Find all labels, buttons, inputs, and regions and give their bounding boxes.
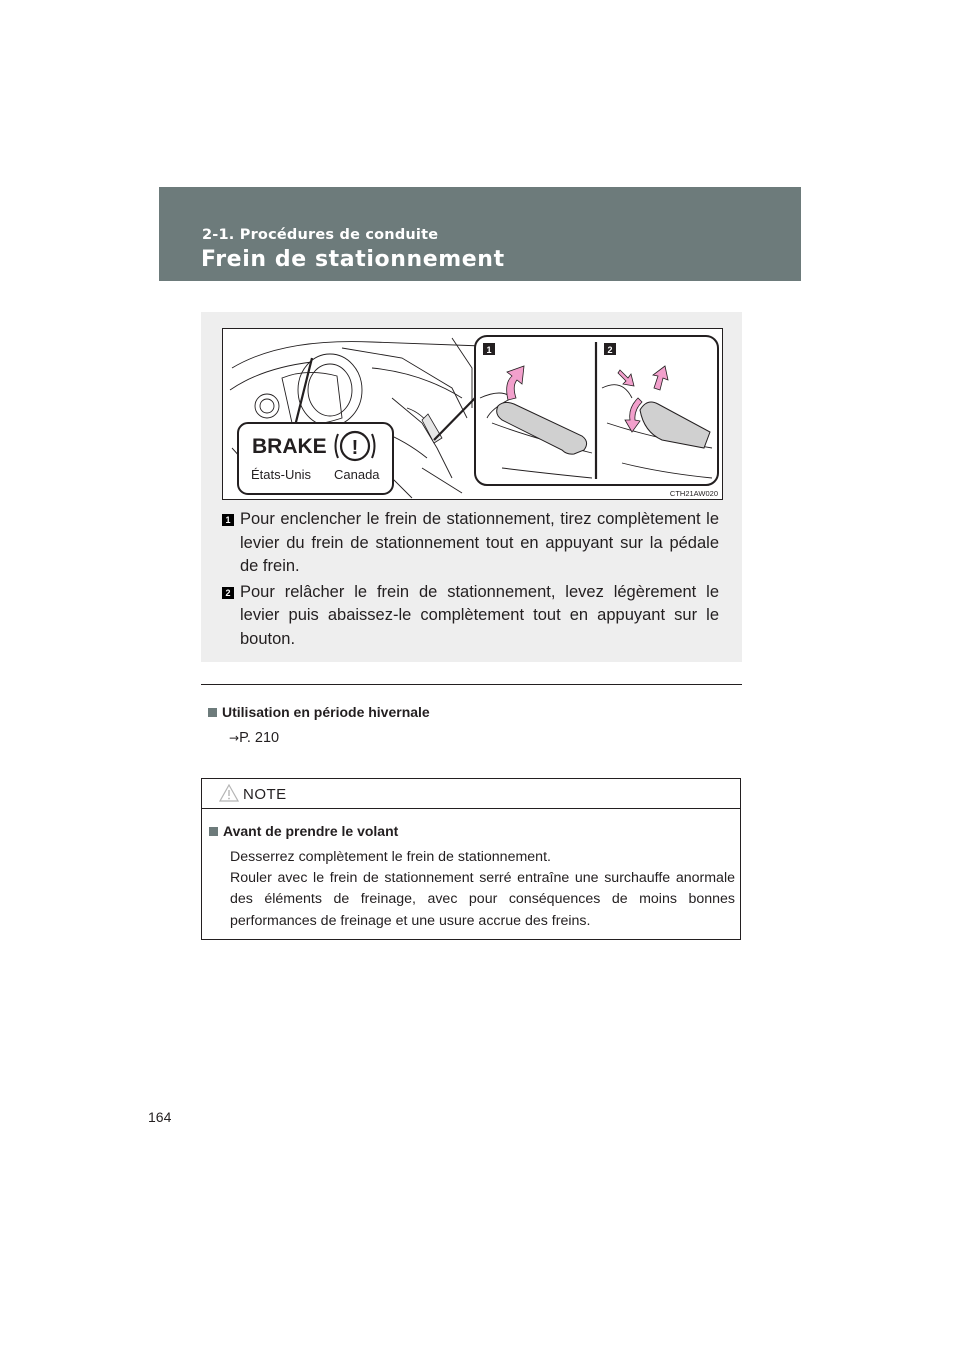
- note-heading-text: Avant de prendre le volant: [223, 823, 399, 839]
- step-2-marker: 2: [222, 587, 234, 599]
- section-title: 2-1. Procédures de conduite: [202, 227, 439, 243]
- note-paragraph: Rouler avec le frein de stationnement serré entraîne une surchauffe anormale des éléments de freinage, avec pour conséquences de moins bonnes performances de freinage et une usure accrue des freins.: [230, 870, 735, 929]
- page-number: 164: [148, 1109, 172, 1125]
- page-header: [159, 187, 801, 281]
- arrow-icon: →: [229, 731, 240, 745]
- step-marker-1-label: 1: [486, 345, 492, 355]
- step-1-text: Pour enclencher le frein de stationnement, tirez complètement le levier du frein de stationnement tout en appuyant sur la pédale de frein.: [240, 510, 719, 576]
- tip-ref-text: P. 210: [239, 730, 280, 746]
- instruction-steps: [222, 508, 719, 654]
- page-title: Frein de stationnement: [201, 247, 505, 272]
- step-1: [222, 508, 719, 579]
- note-line-1: Desserrez complètement le frein de stationnement.: [230, 849, 551, 865]
- label-us: États-Unis: [251, 467, 311, 482]
- note-heading: [209, 823, 398, 839]
- square-bullet-icon: [208, 708, 217, 717]
- tip-heading: [208, 704, 430, 720]
- tip-page-reference[interactable]: [229, 730, 279, 746]
- square-bullet-icon: [209, 827, 218, 836]
- exclamation-mark: !: [351, 437, 359, 459]
- step-2: [222, 581, 719, 652]
- step-1-marker: 1: [222, 514, 234, 526]
- warning-triangle-icon: [219, 784, 239, 802]
- label-canada: Canada: [334, 467, 380, 482]
- note-box: [201, 778, 741, 940]
- parking-brake-illustration: [222, 328, 723, 500]
- note-header: [202, 779, 740, 809]
- step-marker-2-label: 2: [607, 345, 613, 355]
- figure-code: CTH21AW020: [669, 489, 718, 498]
- section-divider: [201, 684, 742, 685]
- tip-heading-text: Utilisation en période hivernale: [222, 704, 430, 720]
- step-2-text: Pour relâcher le frein de stationnement, levez légèrement le levier puis abaissez-le complètement tout en appuyant sur le bouton.: [240, 582, 719, 648]
- note-label: NOTE: [243, 786, 287, 803]
- note-body: [230, 847, 735, 932]
- brake-warning-text: BRAKE: [252, 435, 327, 458]
